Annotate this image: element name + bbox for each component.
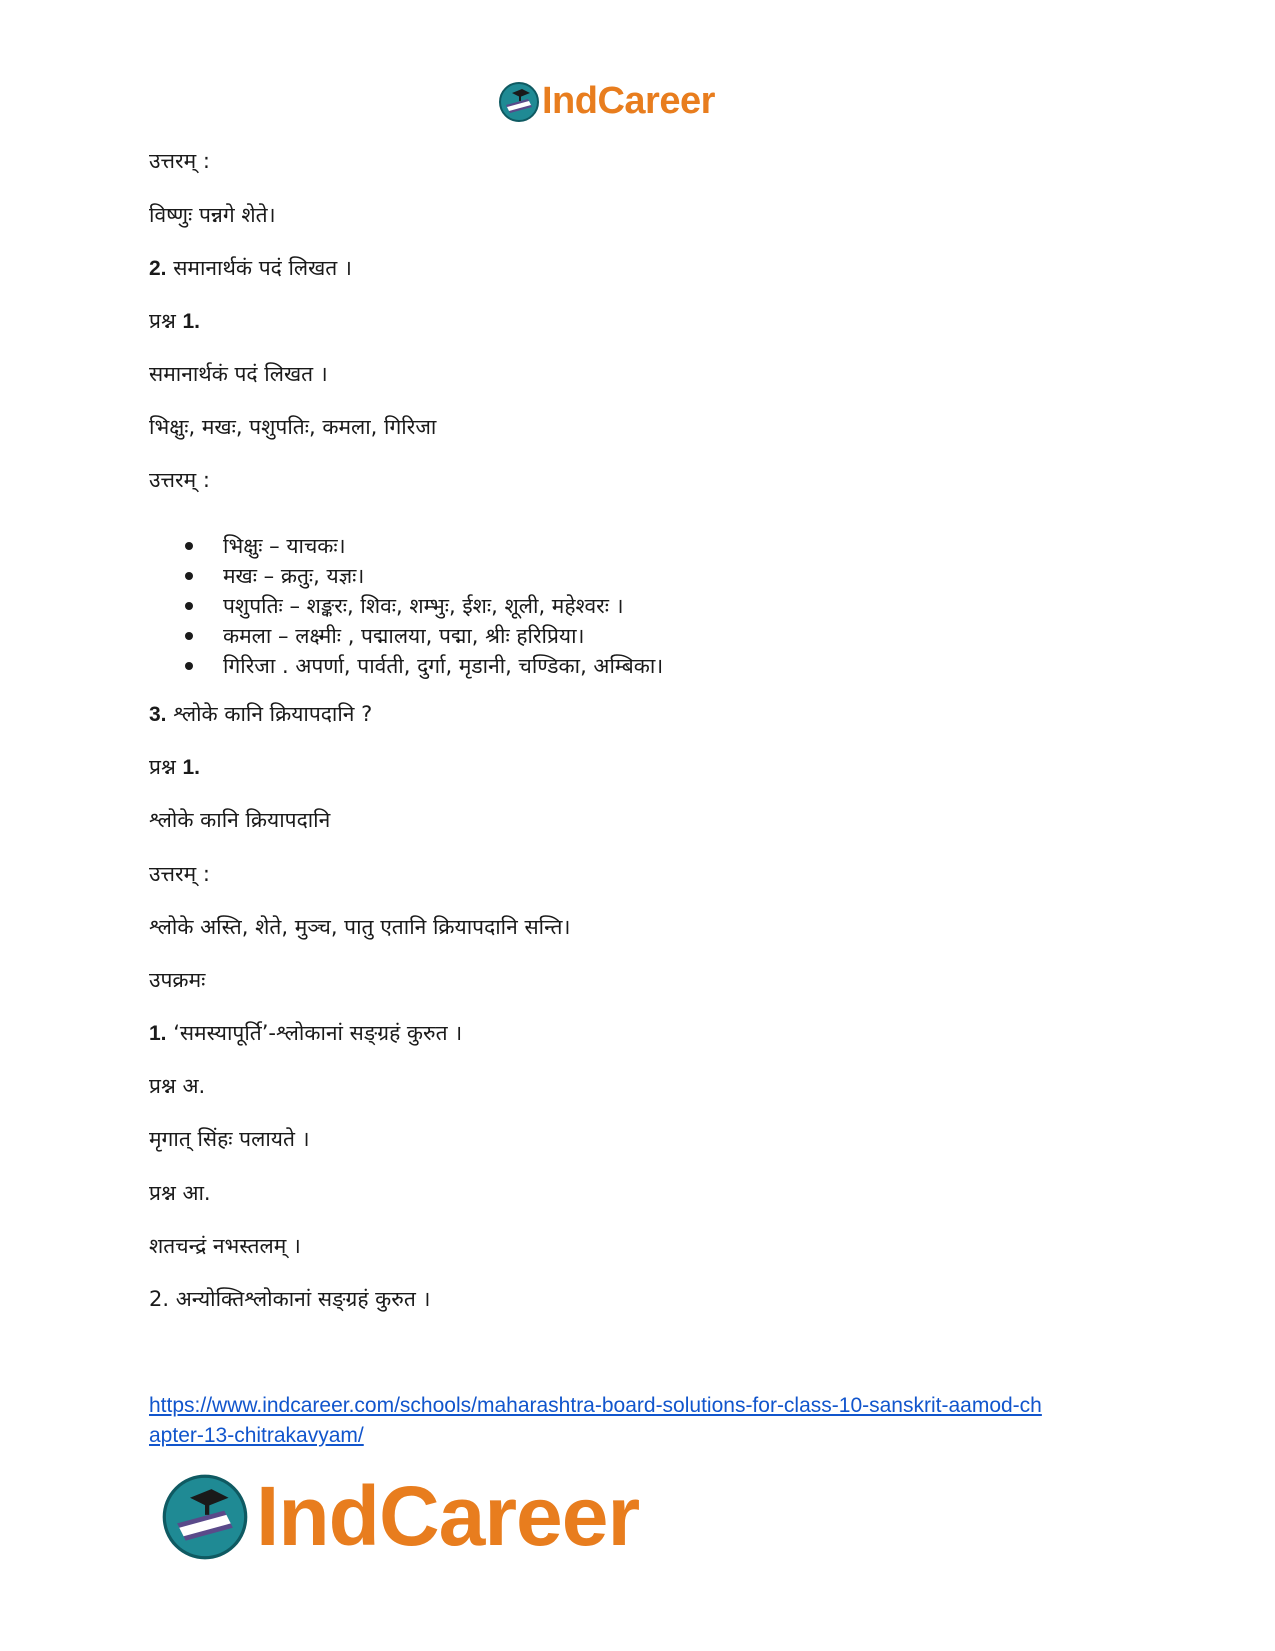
section-heading: 2. अन्योक्तिश्लोकानां सङ्ग्रहं कुरुत । (149, 1287, 431, 1311)
section-heading (149, 700, 372, 729)
list-item-text: कमला – लक्ष्मीः , पद्मालया, पद्मा, श्रीः हरिप्रिया। (223, 624, 585, 648)
answer-text: विष्णुः पन्नगे शेते। (149, 203, 276, 227)
list-item-text: पशुपतिः – शङ्करः, शिवः, शम्भुः, ईशः, शूली, महेश्वरः । (223, 594, 624, 618)
question-label: प्रश्न आ. (149, 1181, 211, 1205)
list-item (185, 531, 663, 561)
answer-text: मृगात् सिंहः पलायते । (149, 1127, 310, 1151)
globe-book-icon (498, 81, 540, 123)
question-text: समानार्थकं पदं लिखत । (149, 362, 328, 386)
brand-name: IndCareer (542, 80, 715, 122)
answer-label: उत्तरम् : (149, 862, 210, 886)
footer-logo (160, 1468, 639, 1565)
section-title: श्लोके कानि क्रियापदानि ? (166, 702, 373, 726)
answer-label: उत्तरम् : (149, 149, 210, 173)
answer-label: उत्तरम् : (149, 468, 210, 492)
answer-text: श्लोके अस्ति, शेते, मुञ्च, पातु एतानि क्रियापदानि सन्ति। (149, 915, 571, 939)
bullet-icon (185, 662, 193, 670)
list-item-text: भिक्षुः – याचकः। (223, 534, 346, 558)
section-title: समानार्थकं पदं लिखत । (166, 256, 352, 280)
brand-name: IndCareer (256, 1469, 640, 1563)
question-number: 1. (182, 756, 200, 779)
activity-heading: उपक्रमः (149, 968, 206, 992)
header-logo (498, 80, 715, 123)
source-link-line: apter-13-chitrakavyam/ (149, 1424, 364, 1447)
list-item-text: गिरिजा . अपर्णा, पार्वती, दुर्गा, मृडानी, चण्डिका, अम्बिका। (223, 654, 664, 678)
section-heading (149, 254, 352, 283)
list-item (185, 621, 663, 651)
question-words: भिक्षुः, मखः, पशुपतिः, कमला, गिरिजा (149, 415, 437, 439)
source-link-line: https://www.indcareer.com/schools/maharashtra-board-solutions-for-class-10-sanskrit-aamod-ch (149, 1394, 1042, 1417)
list-item (185, 561, 663, 591)
bullet-icon (185, 632, 193, 640)
bullet-icon (185, 572, 193, 580)
section-title: ‘समस्यापूर्ति’-श्लोकानां सङ्ग्रहं कुरुत । (166, 1021, 463, 1045)
list-item-text: मखः – क्रतुः, यज्ञः। (223, 564, 365, 588)
list-item (185, 651, 663, 681)
question-number: 1. (182, 310, 200, 333)
question-word: प्रश्न (149, 309, 183, 333)
question-text: श्लोके कानि क्रियापदानि (149, 808, 331, 832)
section-heading (149, 1019, 462, 1048)
bullet-icon (185, 602, 193, 610)
globe-book-icon (160, 1472, 250, 1562)
answer-text: शतचन्द्रं नभस्तलम् । (149, 1234, 301, 1258)
section-number: 1. (149, 1022, 167, 1045)
section-number: 2. (149, 257, 167, 280)
question-label (149, 307, 200, 336)
answer-list (185, 531, 663, 681)
list-item (185, 591, 663, 621)
bullet-icon (185, 542, 193, 550)
question-label: प्रश्न अ. (149, 1074, 206, 1098)
question-label (149, 753, 200, 782)
question-word: प्रश्न (149, 755, 183, 779)
section-number: 3. (149, 703, 167, 726)
source-link[interactable] (149, 1391, 1129, 1451)
